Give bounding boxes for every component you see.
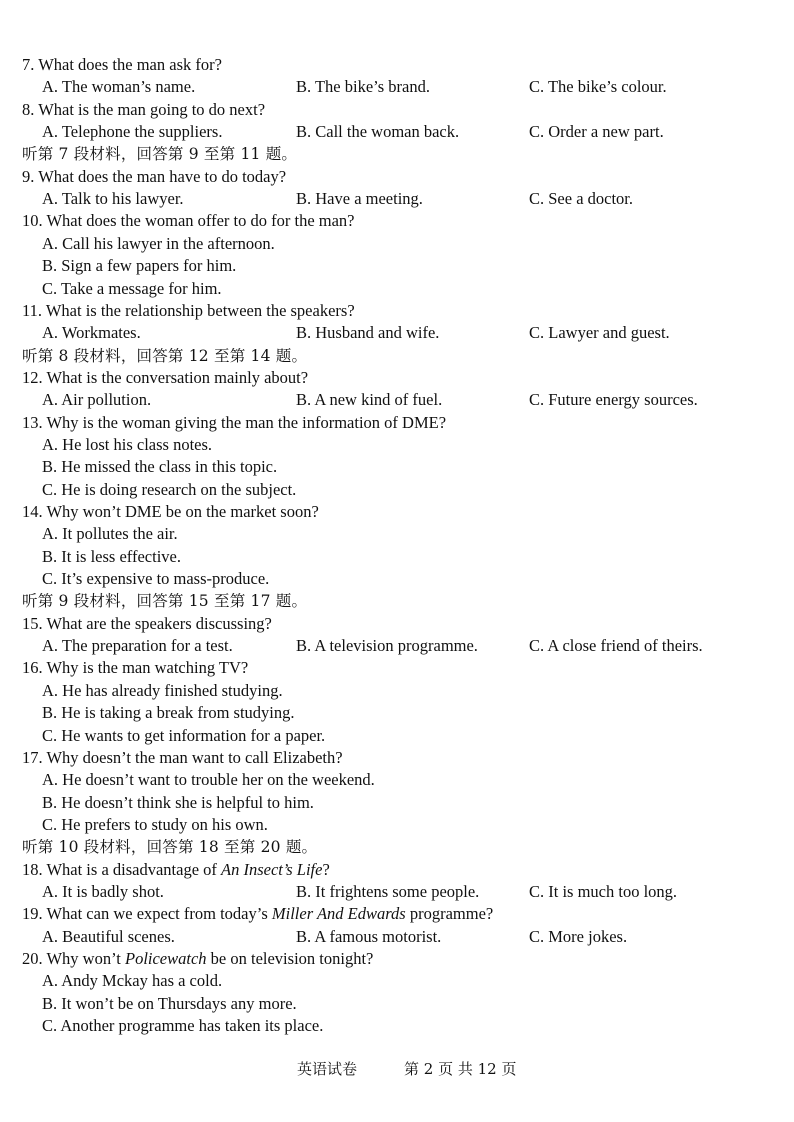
question: [0, 166, 794, 188]
question: [0, 613, 794, 635]
question: [0, 54, 794, 76]
option-row: [0, 523, 794, 545]
option-row: [0, 568, 794, 590]
question-text: 15. What are the speakers discussing?: [22, 613, 272, 633]
option-a: A. Workmates.: [42, 323, 141, 343]
question-text: [22, 903, 493, 925]
option: A. Andy Mckay has a cold.: [42, 971, 223, 991]
option-c: C. More jokes.: [529, 926, 628, 946]
section-instruction: 听第 8 段材料，回答第 12 至第 14 题。: [22, 346, 308, 365]
option-row: [0, 546, 794, 568]
question-text: 8. What is the man going to do next?: [22, 99, 266, 119]
question-text-post: ?: [322, 859, 330, 879]
question-text-pre: 20. Why won’t: [22, 949, 125, 968]
option-b: B. Have a meeting.: [296, 189, 423, 209]
question-text-pre: 19. What can we expect from today’s: [22, 904, 272, 924]
option-c: C. Lawyer and guest.: [529, 323, 670, 343]
options-row: [0, 322, 794, 344]
option: B. He missed the class in this topic.: [42, 457, 278, 477]
footer-page-info: 第 2 页 共 12 页: [404, 1060, 517, 1078]
option-c: C. See a doctor.: [529, 189, 634, 209]
option-b: B. The bike’s brand.: [296, 77, 430, 97]
section-heading: [0, 590, 794, 612]
footer-subject: 英语试卷: [297, 1060, 358, 1078]
question: [0, 412, 794, 434]
options-row: [0, 881, 794, 903]
option-a: A. Beautiful scenes.: [42, 926, 175, 946]
option-row: [0, 255, 794, 277]
question-text: 11. What is the relationship between the speakers?: [22, 300, 355, 320]
option-c: C. A close friend of theirs.: [529, 636, 703, 656]
option-a: A. Telephone the suppliers.: [42, 122, 223, 142]
question-title-italic: An Insect’s Life: [221, 859, 323, 879]
option-row: [0, 680, 794, 702]
option: A. Call his lawyer in the afternoon.: [42, 233, 275, 253]
option-row: [0, 278, 794, 300]
question-text: 16. Why is the man watching TV?: [22, 658, 249, 678]
question-text: [22, 859, 330, 881]
option-row: [0, 993, 794, 1015]
question-text: 14. Why won’t DME be on the market soon?: [22, 502, 319, 521]
option: A. He has already finished studying.: [42, 680, 283, 700]
option-row: [0, 792, 794, 814]
question: [0, 657, 794, 679]
option: B. It won’t be on Thursdays any more.: [42, 993, 297, 1013]
option: C. Another programme has taken its place.: [42, 1016, 324, 1036]
option-b: B. A television programme.: [296, 636, 478, 656]
option-row: [0, 456, 794, 478]
options-row: [0, 76, 794, 98]
options-row: [0, 121, 794, 143]
option: C. It’s expensive to mass-produce.: [42, 569, 270, 589]
option-row: [0, 769, 794, 791]
option: B. Sign a few papers for him.: [42, 256, 237, 276]
option-row: [0, 970, 794, 992]
question: [0, 948, 794, 970]
question-text: 10. What does the woman offer to do for the man?: [22, 211, 355, 231]
question-text: 17. Why doesn’t the man want to call Elizabeth?: [22, 747, 343, 767]
options-row: [0, 188, 794, 210]
question: [0, 747, 794, 769]
option-b: B. Call the woman back.: [296, 122, 460, 142]
option: C. He is doing research on the subject.: [42, 479, 297, 499]
section-instruction: 听第 9 段材料，回答第 15 至第 17 题。: [22, 592, 308, 611]
option-row: [0, 1015, 794, 1037]
option-row: [0, 725, 794, 747]
question-text-post: programme?: [405, 904, 494, 924]
option: B. It is less effective.: [42, 546, 181, 566]
option-a: A. Air pollution.: [42, 390, 152, 410]
option-row: [0, 434, 794, 456]
question-title-italic: Policewatch: [124, 949, 207, 968]
option-row: [0, 814, 794, 836]
section-heading: [0, 143, 794, 165]
option-b: B. A new kind of fuel.: [296, 390, 443, 410]
section-instruction: 听第 10 段材料，回答第 18 至第 20 题。: [22, 838, 318, 857]
section-heading: [0, 836, 794, 858]
option: C. He wants to get information for a paper.: [42, 725, 326, 745]
option-row: [0, 702, 794, 724]
option: B. He doesn’t think she is helpful to him.: [42, 792, 314, 812]
option-a: A. The preparation for a test.: [42, 636, 233, 656]
question-text-pre: 18. What is a disadvantage of: [22, 859, 222, 879]
question-text: 12. What is the conversation mainly about?: [22, 367, 309, 387]
question: [0, 367, 794, 389]
option-b: B. A famous motorist.: [296, 926, 442, 946]
section-instruction: 听第 7 段材料，回答第 9 至第 11 题。: [22, 145, 298, 164]
option: A. It pollutes the air.: [42, 524, 178, 544]
option-row: [0, 233, 794, 255]
option-row: [0, 479, 794, 501]
question: [0, 903, 794, 925]
option-c: C. Order a new part.: [529, 122, 664, 142]
option-b: B. It frightens some people.: [296, 881, 480, 901]
question: [0, 99, 794, 121]
question: [0, 300, 794, 322]
option-b: B. Husband and wife.: [296, 323, 440, 343]
option: C. He prefers to study on his own.: [42, 814, 268, 834]
option-a: A. It is badly shot.: [42, 881, 164, 901]
option-a: A. The woman’s name.: [42, 77, 196, 97]
question-title-italic: Miller And Edwards: [271, 904, 406, 924]
option: A. He doesn’t want to trouble her on the weekend.: [42, 770, 375, 790]
option-c: C. Future energy sources.: [529, 390, 698, 410]
option: A. He lost his class notes.: [42, 434, 213, 454]
option: C. Take a message for him.: [42, 278, 222, 298]
question-text: 13. Why is the woman giving the man the information of DME?: [22, 412, 447, 432]
question-text-post: be on television tonight?: [206, 949, 374, 968]
option: B. He is taking a break from studying.: [42, 703, 295, 723]
option-c: C. The bike’s colour.: [529, 77, 667, 97]
option-a: A. Talk to his lawyer.: [42, 189, 184, 209]
question: [0, 859, 794, 881]
options-row: [0, 926, 794, 948]
section-heading: [0, 345, 794, 367]
question-text: [22, 948, 373, 970]
question-text: 7. What does the man ask for?: [22, 55, 222, 74]
question: [0, 210, 794, 232]
options-row: [0, 635, 794, 657]
question-text: 9. What does the man have to do today?: [22, 166, 287, 186]
option-c: C. It is much too long.: [529, 881, 678, 901]
question: [0, 501, 794, 523]
options-row: [0, 389, 794, 411]
